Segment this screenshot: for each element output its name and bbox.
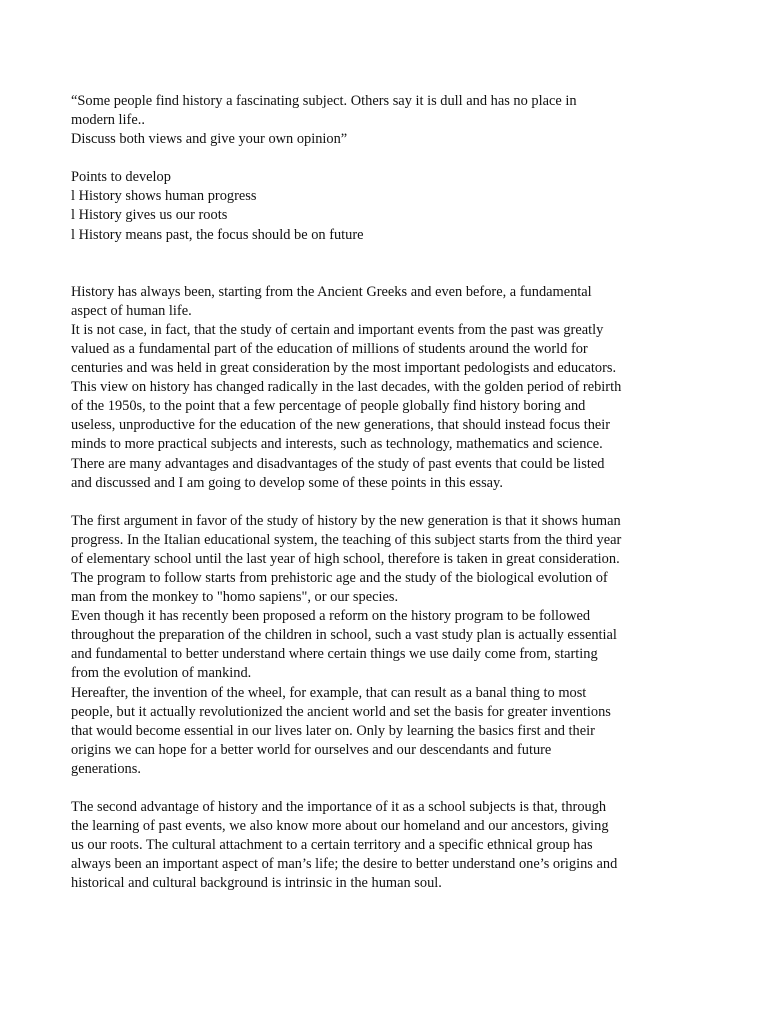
point-item: l History gives us our roots [71, 207, 228, 224]
points-to-develop [71, 168, 731, 244]
paragraph-line: This view on history has changed radically in the last decades, with the golden period of rebirth [71, 379, 622, 396]
paragraph-line: It is not case, in fact, that the study of certain and important events from the past was greatly [71, 321, 604, 338]
paragraph-line: people, but it actually revolutionized the ancient world and set the basis for greater inventions [71, 703, 611, 720]
paragraph-line: History has always been, starting from the Ancient Greeks and even before, a fundamental [71, 283, 592, 300]
paragraph-line: of the 1950s, to the point that a few percentage of people globally find history boring and [71, 398, 586, 415]
essay-paragraph-intro [71, 283, 731, 493]
paragraph-line: aspect of human life. [71, 302, 192, 319]
paragraph-line: useless, unproductive for the education of the new generations, that should instead focus their [71, 417, 611, 434]
paragraph-line: and discussed and I am going to develop some of these points in this essay. [71, 474, 503, 491]
essay-prompt [71, 92, 731, 149]
paragraph-line: man from the monkey to "homo sapiens", or our species. [71, 589, 399, 606]
paragraph-line: There are many advantages and disadvantages of the study of past events that could be listed [71, 455, 605, 472]
paragraph-line: always been an important aspect of man’s life; the desire to better understand one’s origins and [71, 856, 618, 873]
point-item: l History means past, the focus should be on future [71, 226, 364, 243]
essay-paragraph-roots [71, 798, 731, 893]
paragraph-line: The second advantage of history and the importance of it as a school subjects is that, through [71, 799, 607, 815]
points-heading: Points to develop [71, 169, 171, 186]
paragraph-line: The first argument in favor of the study of history by the new generation is that it shows human [71, 512, 621, 529]
paragraph-line: throughout the preparation of the children in school, such a vast study plan is actually essential [71, 627, 617, 644]
paragraph-line: centuries and was held in great consideration by the most important pedologists and educators. [71, 360, 617, 377]
paragraph-line: of elementary school until the last year of high school, therefore is taken in great consideration. [71, 550, 620, 567]
paragraph-line: us our roots. The cultural attachment to a certain territory and a specific ethnical group has [71, 837, 593, 854]
paragraph-line: origins we can hope for a better world for ourselves and our descendants and future [71, 741, 552, 758]
paragraph-line: historical and cultural background is intrinsic in the human soul. [71, 875, 442, 892]
paragraph-line: that would become essential in our lives later on. Only by learning the basics first and their [71, 722, 595, 739]
document-page [71, 92, 731, 893]
paragraph-line: minds to more practical subjects and interests, such as technology, mathematics and science. [71, 436, 603, 453]
paragraph-line: Hereafter, the invention of the wheel, for example, that can result as a banal thing to most [71, 684, 587, 701]
prompt-line: “Some people find history a fascinating subject. Others say it is dull and has no place in [71, 93, 577, 109]
point-item: l History shows human progress [71, 188, 257, 205]
paragraph-line: generations. [71, 760, 141, 777]
prompt-line: modern life.. [71, 112, 145, 129]
prompt-line: Discuss both views and give your own opinion” [71, 131, 348, 148]
paragraph-line: progress. In the Italian educational system, the teaching of this subject starts from the third year [71, 531, 622, 548]
paragraph-line: Even though it has recently been proposed a reform on the history program to be followed [71, 608, 591, 625]
paragraph-line: valued as a fundamental part of the education of millions of students around the world for [71, 340, 588, 357]
essay-paragraph-progress [71, 512, 731, 779]
paragraph-line: the learning of past events, we also know more about our homeland and our ancestors, giving [71, 818, 609, 835]
paragraph-line: from the evolution of mankind. [71, 665, 252, 682]
paragraph-line: and fundamental to better understand where certain things we use daily come from, starting [71, 646, 598, 663]
paragraph-line: The program to follow starts from prehistoric age and the study of the biological evolution of [71, 569, 608, 586]
